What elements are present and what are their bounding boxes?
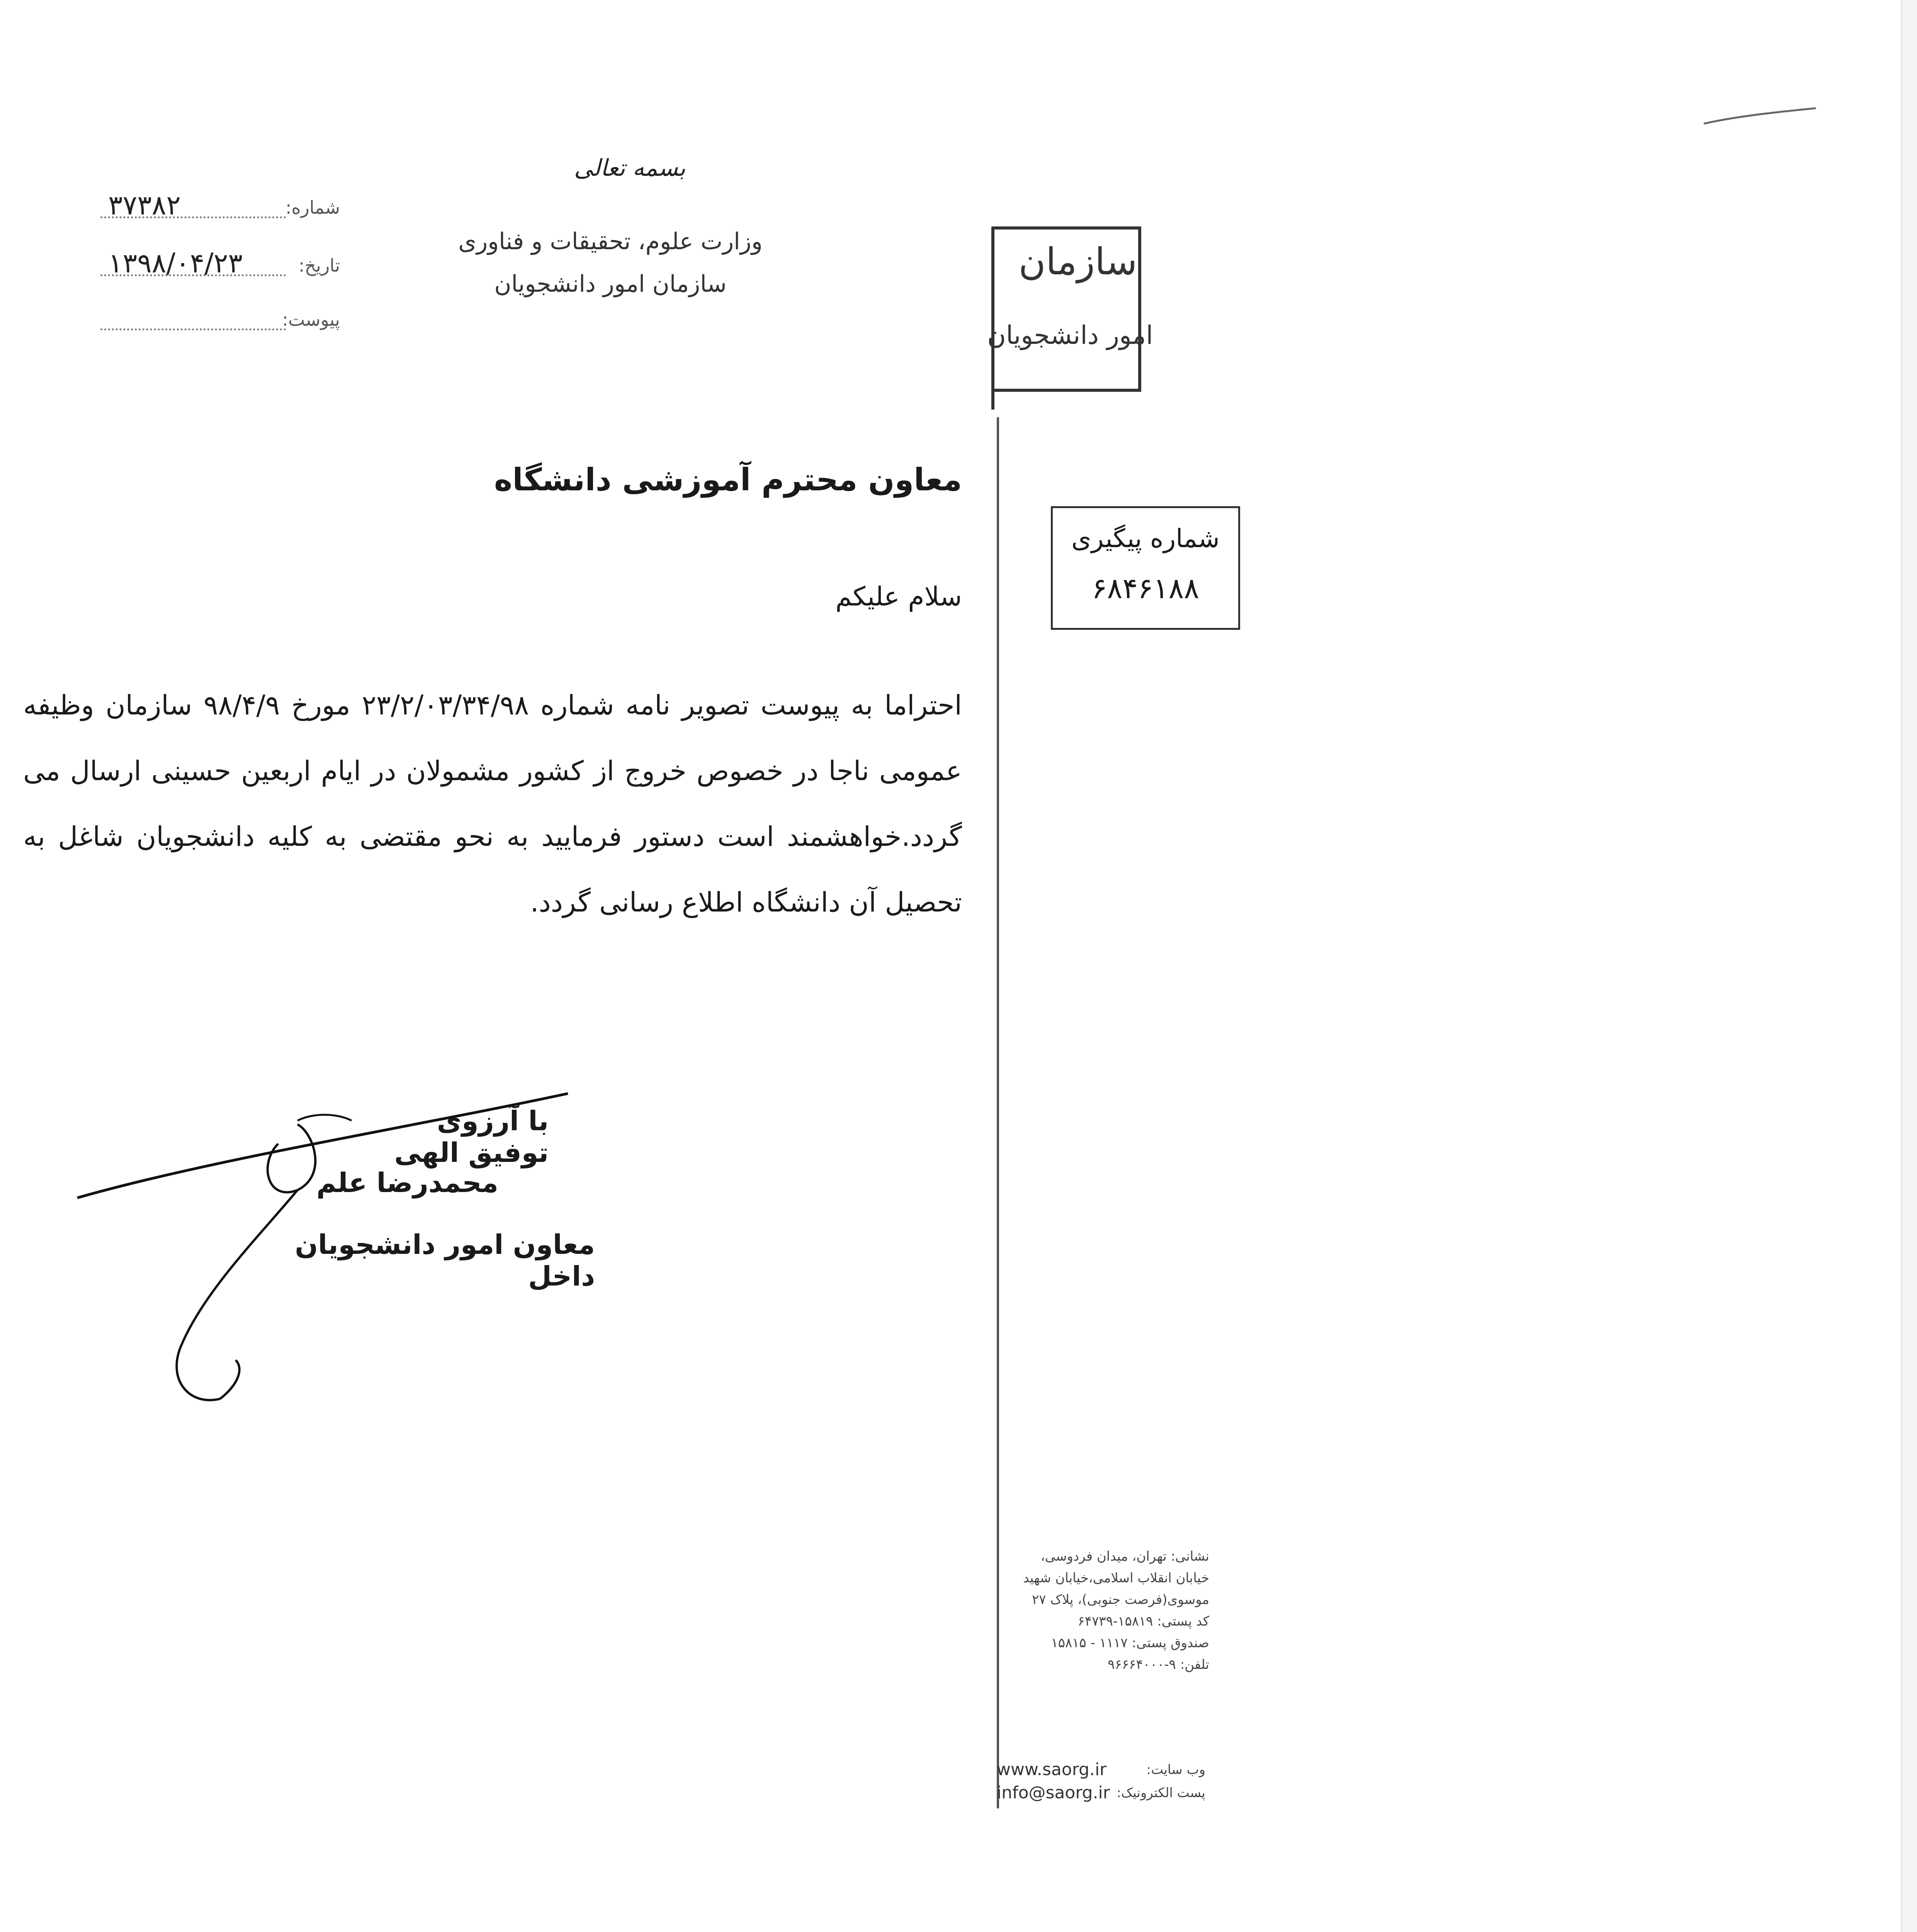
ministry-name: وزارت علوم، تحقیقات و فناوری <box>458 228 763 255</box>
email-value: info@saorg.ir <box>997 1783 1110 1803</box>
organization-logo <box>981 216 1163 417</box>
letter-date-row <box>93 247 340 286</box>
greeting: سلام علیکم <box>835 582 962 612</box>
attachment-label: پیوست: <box>282 309 340 330</box>
tracking-number-label: شماره پیگیری <box>1071 524 1220 553</box>
addressee: معاون محترم آموزشی دانشگاه <box>494 462 962 498</box>
website-value: www.saorg.ir <box>997 1760 1107 1779</box>
email-row <box>997 1781 1205 1804</box>
basmala: بسمه تعالی <box>574 155 686 182</box>
tracking-number-box <box>1051 506 1240 630</box>
contact-address-block <box>1001 1546 1209 1675</box>
logo-text-2: امور دانشجویان <box>987 320 1153 350</box>
letter-date-value: ۱۳۹۸/۰۴/۲۳ <box>108 247 243 279</box>
signatory-title: معاون امور دانشجویان داخل <box>295 1229 595 1292</box>
email-label: پست الکترونیک: <box>1117 1785 1205 1801</box>
signatory-name: محمدرضا علم <box>316 1167 498 1199</box>
pen-mark <box>1700 100 1824 131</box>
letter-number-value: ۳۷۳۸۲ <box>108 189 181 221</box>
website-row <box>997 1758 1205 1781</box>
attachment-row <box>93 305 340 340</box>
contact-line: تلفن: ۹-۹۶۶۶۴۰۰۰ <box>1108 1657 1209 1672</box>
signature-closing: با آرزوی توفیق الهی <box>394 1105 549 1168</box>
contact-line: موسوی(فرصت جنوبی)، پلاک ۲۷ <box>1032 1592 1209 1607</box>
letter-number-row <box>93 189 340 228</box>
organization-name: سازمان امور دانشجویان <box>494 270 727 298</box>
scan-edge <box>1901 0 1917 1932</box>
contact-line: خیابان انقلاب اسلامی،خیابان شهید <box>1023 1570 1209 1586</box>
tracking-number-value: ۶۸۴۶۱۸۸ <box>1091 572 1200 605</box>
contact-line: کد پستی: ۱۵۸۱۹-۶۴۷۳۹ <box>1077 1614 1209 1629</box>
contact-web-block <box>997 1758 1205 1804</box>
dotted-line <box>100 328 286 330</box>
letter-body: احتراما به پیوست تصویر نامه شماره ۲۳/۲/۰۳/۳۴/۹۸ مورخ ۹۸/۴/۹ سازمان وظیفه عمومی ناجا در خصوص خروج از کشور مشمولان در ایام اربعین حسینی ارسال می گردد.خواهشمند است دستور فرمایید به نحو مقتضی به کلیه دانشجویان شاغل به تحصیل آن دانشگاه اطلاع رسانی گردد. <box>23 689 962 918</box>
contact-line: صندوق پستی: ۱۱۱۷ - ۱۵۸۱۵ <box>1051 1635 1209 1651</box>
website-label: وب سایت: <box>1146 1762 1205 1777</box>
contact-line: نشانی: تهران، میدان فردوسی، <box>1040 1549 1209 1564</box>
letter-number-label: شماره: <box>286 197 340 218</box>
logo-text-1: سازمان <box>1018 240 1137 283</box>
letter-date-label: تاریخ: <box>298 255 340 276</box>
vertical-rule <box>997 417 999 1808</box>
